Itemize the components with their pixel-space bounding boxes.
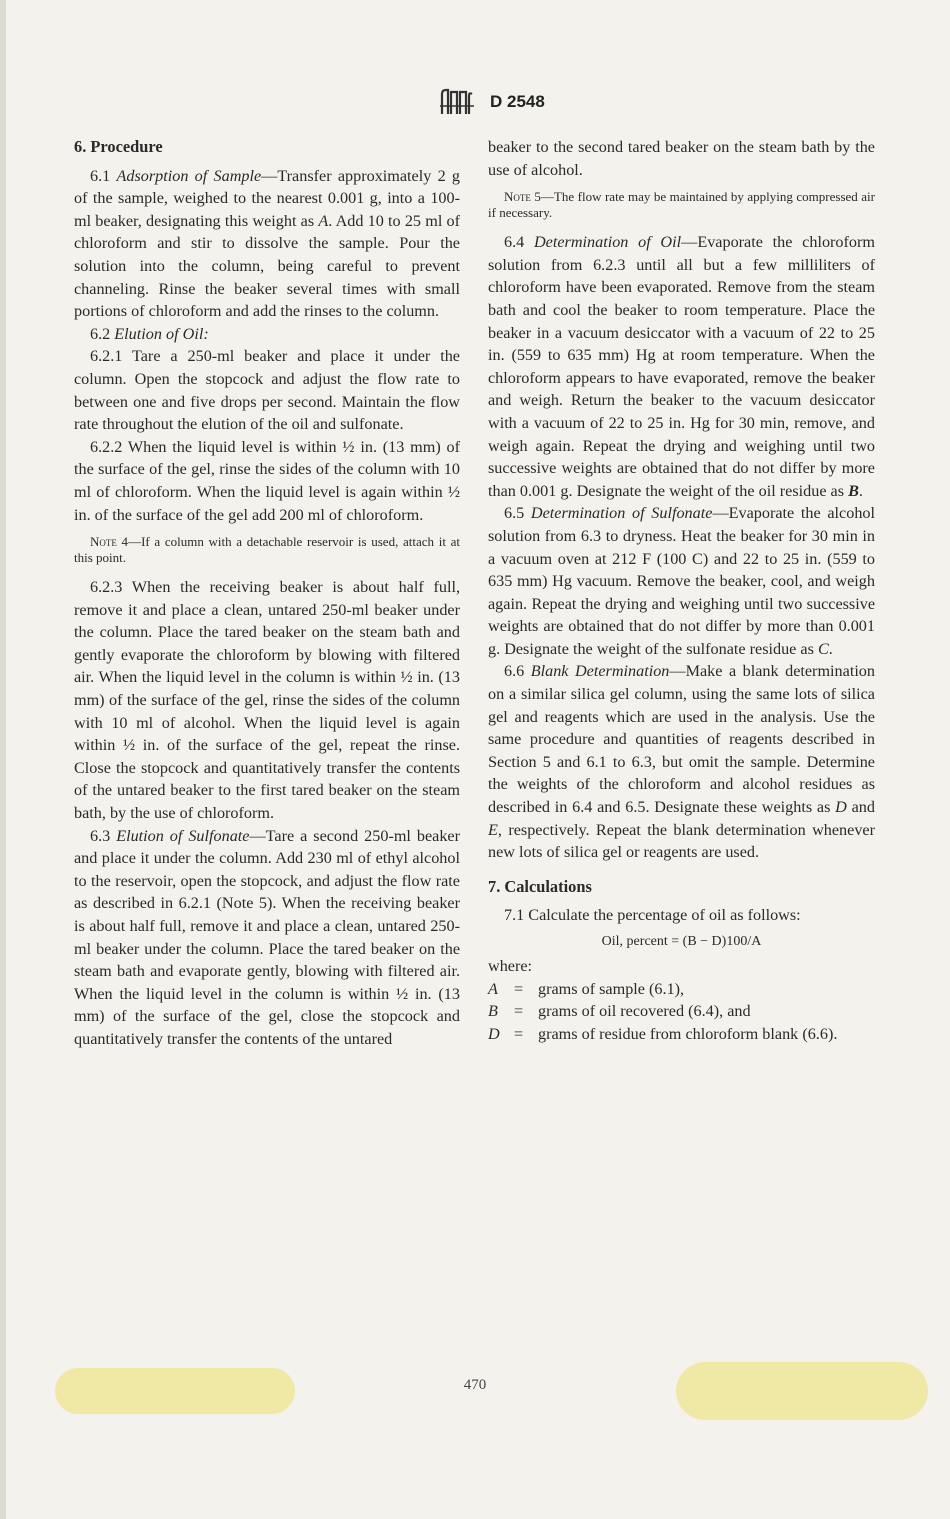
para-title: Determination of Oil — [533, 233, 682, 252]
equals-sign: = — [514, 1002, 524, 1021]
note-5 — [488, 189, 875, 221]
para-title: Determination of Sulfonate — [530, 504, 713, 523]
section-heading-procedure: 6. Procedure — [74, 137, 163, 156]
note-text: —The flow rate may be maintained by applying compressed air if necessary. — [488, 189, 875, 221]
paragraph-6-6 — [488, 660, 875, 863]
variable: E — [488, 820, 498, 839]
definition-row — [488, 978, 875, 1001]
para-number: 6.1 — [90, 166, 111, 185]
note-label: Note 5 — [504, 189, 541, 205]
paragraph-7-1: 7.1 Calculate the percentage of oil as follows: — [504, 906, 801, 925]
paragraph-6-2-3: 6.2.3 When the receiving beaker is about half full, remove it and place a clean, untared 250-ml beaker under the column. Place the tared beaker on the steam bath and gently evaporate the chloroform by blowing with filtered air. When the liquid level in the column is within ½ in. (13 mm) of the surface of the gel, rinse the sides of the column with 10 ml of alcohol. When the liquid level is again within ½ in. of the surface of the gel, repeat the rinse. Close the stopcock and quantitatively transfer the contents of the untared beaker to the first tared beaker on the steam bath, by the use of chloroform. — [74, 578, 460, 823]
document-designation: D 2548 — [490, 92, 545, 111]
variable-definitions — [488, 978, 875, 1046]
paragraph-6-2-1: 6.2.1 Tare a 250-ml beaker and place it under the column. Open the stopcock and adjust the flow rate to between one and five drops per second. Maintain the flow rate throughout the elution of the oil and sulfonate. — [74, 347, 460, 434]
where-label: where: — [488, 957, 533, 975]
right-column — [488, 136, 875, 1045]
variable: A — [318, 211, 329, 230]
formula-oil-percent: Oil, percent = (B − D)100/A — [601, 934, 762, 949]
para-body: , respectively. Repeat the blank determination whenever new lots of silica gel or reagents are used. — [488, 820, 875, 862]
para-body: —Tare a second 250-ml beaker and place it under the column. Add 230 ml of ethyl alcohol to the reservoir, open the stopcock, and adjust the flow rate as described in 6.2.1 (Note 5). When the receiving beaker is about half full, remove it and place a clean, untared 250-ml beaker under the column. Place the tared beaker on the steam bath and evaporate gently, blowing with filtered air. When the liquid level in the column is within ½ in. (13 mm) of the surface of the gel, close the stopcock and quantitatively transfer the contents of the untared — [74, 826, 461, 1048]
variable: B — [848, 481, 859, 500]
section-heading-calculations: 7. Calculations — [488, 876, 592, 896]
para-title: Elution of Oil: — [114, 324, 209, 343]
definition-text: grams of sample (6.1), — [538, 979, 685, 998]
astm-logo-icon — [436, 86, 476, 120]
note-4 — [74, 534, 460, 566]
paragraph-continuation: beaker to the second tared beaker on the steam bath by the use of alcohol. — [488, 138, 875, 179]
definition-text: grams of oil recovered (6.4), and — [538, 1002, 751, 1021]
para-body: —Transfer approximately 2 g of the sample, weighed to the nearest 0.001 g, into a 100-ml beaker, designating this weight as — [74, 166, 460, 230]
para-number: 6.2 — [90, 324, 111, 343]
para-title: Blank Determination — [530, 662, 670, 681]
definition-row — [488, 1023, 875, 1046]
variable: D — [835, 798, 847, 817]
note-text: —If a column with a detachable reservoir is used, attach it at this point. — [74, 534, 460, 566]
paragraph-6-4: 6.4 Determination of Oil—Evaporate the chloroform solution from 6.2.3 until all but a few milliliters of chloroform have been evaporated. Remove from the steam bath and cool the beaker to room temperature. Place the beaker in a vacuum desiccator with a vacuum of 22 to 25 in. (559 to 635 mm) Hg at room temperature. When the chloroform appears to have evaporated, remove the beaker and weigh. Return the beaker to the vacuum desiccator with a vacuum of 22 to 25 in. Hg for 30 min, remove, and weigh again. Repeat the drying and weighing until two successive weights are obtained that do not differ by more than 0.001 g. Designate the weight of the oil residue as B. — [488, 233, 875, 500]
scan-edge — [0, 0, 6, 1519]
para-body: —Make a blank determination on a similar silica gel column, using the same lots of silica gel and reagents which are used in the analysis. Use the same procedure and quantities of reagents described in Section 5 and 6.1 to 6.3, but omit the sample. Determine the weights of the chloroform and alcohol residues as described in 6.4 and 6.5. Designate these weights as — [488, 662, 875, 817]
paragraph-6-3 — [74, 825, 460, 1051]
para-body: . Add 10 to 25 ml of chloroform and stir to dissolve the sample. Pour the solution into the column, being careful to prevent channeling. Rinse the beaker several times with small portions of chloroform and add the rinses to the column. — [74, 211, 460, 321]
para-number: 6.6 — [504, 662, 525, 681]
page-number: 470 — [463, 1377, 487, 1393]
equals-sign: = — [514, 979, 524, 998]
note-label: Note 4 — [90, 534, 129, 550]
paragraph-6-1 — [74, 165, 460, 323]
para-body: and — [846, 798, 875, 817]
definition-symbol: B — [488, 1002, 498, 1021]
definition-symbol: D — [488, 1024, 500, 1043]
definition-symbol: A — [488, 979, 498, 998]
definition-row — [488, 1000, 875, 1023]
equals-sign: = — [514, 1024, 524, 1043]
page-header — [0, 86, 950, 122]
variable: C — [817, 639, 829, 658]
para-number: 6.5 — [504, 504, 525, 523]
paragraph-6-2-2: 6.2.2 When the liquid level is within ½ in. (13 mm) of the surface of the gel, rinse the sides of the column with 10 ml of chloroform. When the liquid level is again within ½ in. of the surface of the gel add 200 ml of chloroform. — [74, 437, 460, 524]
para-title: Adsorption of Sample — [116, 166, 262, 185]
para-title: Elution of Sulfonate — [116, 826, 250, 845]
para-number: 6.3 — [90, 826, 111, 845]
paragraph-6-2 — [74, 323, 460, 346]
para-body: —Evaporate the alcohol solution from 6.3 to dryness. Heat the beaker for 30 min in a vacuum oven at 212 F (100 C) and 22 to 25 in. (559 to 635 mm) Hg vacuum. Remove the beaker, cool, and weigh again. Repeat the drying and weighing until two successive weights are obtained that do not differ by more than 0.001 g. Designate the weight of the sulfonate residue as — [488, 504, 876, 658]
para-body: —Evaporate the chloroform solution from 6.2.3 until all but a few milliliters of chloroform have been evaporated. Remove from the steam bath and cool the beaker to room temperature. Place the beaker in a vacuum desiccator with a vacuum of 22 to 25 in. (559 to 635 mm) Hg at room temperature. When the chloroform appears to have evaporated, remove the beaker and weigh. Return the beaker to the vacuum desiccator with a vacuum of 22 to 25 in. Hg for 30 min, remove, and weigh again. Repeat the drying and weighing until two successive weights are obtained that do not differ by more than 0.001 g. Designate the weight of the oil residue as — [488, 233, 875, 500]
paragraph-6-5: 6.5 Determination of Sulfonate—Evaporate the alcohol solution from 6.3 to dryness. Heat the beaker for 30 min in a vacuum oven at 212 F (100 C) and 22 to 25 in. (559 to 635 mm) Hg vacuum. Remove the beaker, cool, and weigh again. Repeat the drying and weighing until two successive weights are obtained that do not differ by more than 0.001 g. Designate the weight of the sulfonate residue as C. — [488, 504, 876, 658]
left-column — [74, 136, 460, 1051]
para-number: 6.4 — [504, 233, 525, 252]
definition-text: grams of residue from chloroform blank (6.6). — [538, 1024, 838, 1043]
